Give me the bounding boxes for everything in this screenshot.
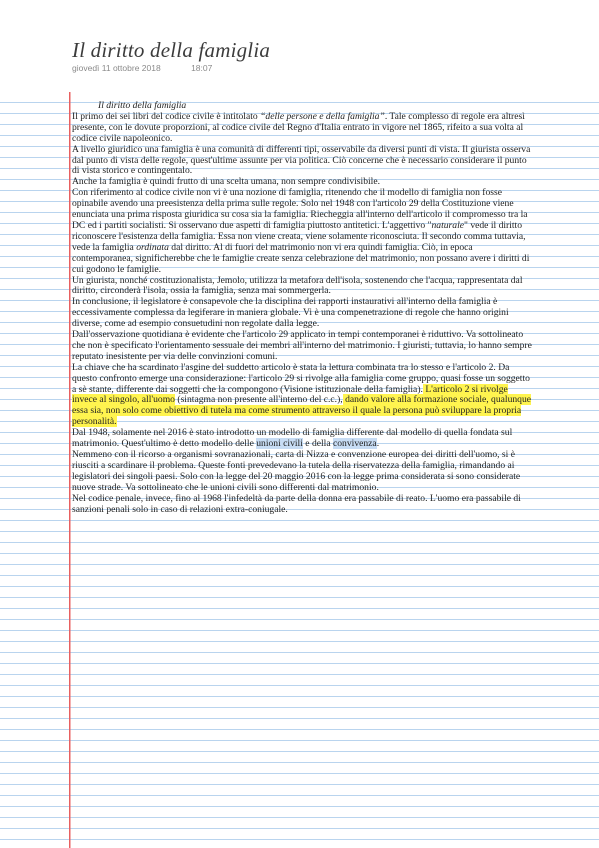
selected-convivenza: convivenza xyxy=(333,438,377,450)
paragraph-2: A livello giuridico una famiglia è una comunità di differenti tipi, osservabile da diversi punti di vista. Il giurista osserva dal punto di vista delle regole, quest'ultime assunte per via politica. Ciò concerne che è necessario considerare il punto di vista storico e contingentalo. xyxy=(72,143,531,177)
note-subtitle: Il diritto della famiglia xyxy=(98,100,187,111)
page-time: 18:07 xyxy=(191,63,213,73)
page-title[interactable]: Il diritto della famiglia xyxy=(72,38,271,62)
highlight-2: dando valore alla formazione sociale, qualunque essa sia, non solo come obiettivo di tutela ma come strumento attraverso il quale la persona può sviluppare la propria personalità. xyxy=(72,394,532,428)
page-meta xyxy=(72,63,212,73)
italic-quote: “delle persone e della famiglia” xyxy=(260,110,385,122)
paragraph-10: Nemmeno con il ricorso a organismi sovranazionali, carta di Nizza e convenzione europea dei diritti dell'uomo, si è riusciti a scardinare il problema. Queste fonti prevedevano la tutela della riservatezza della famiglia, rimandando ai legislatori dei singoli paesi. Solo con la legge del 20 maggio 2016 con la legge prima considerata si sono considerate nuove strade. Va sottolineato che le unioni civili sono differenti dal matrimonio. xyxy=(72,449,521,493)
paragraph-5: Un giurista, nonché costituzionalista, Jemolo, utilizza la metafora dell'isola, sostenendo che l'acqua, rappresentata dal diritto, circonderà l'isola, ossia la famiglia, senza mai sommergerla. xyxy=(72,274,523,297)
paragraph-7: Dall'osservazione quotidiana è evidente che l'articolo 29 applicato in tempi contemporanei è riduttivo. Va sottolineato che non è specificato l'orientamento sessuale dei membri all'interno del matrimonio. I giuristi, tuttavia, lo hanno sempre reputato inesistente per via delle convinzioni comuni. xyxy=(72,329,532,362)
highlight-1: L'articolo 2 si rivolge invece al singolo, all'uomo xyxy=(72,383,508,406)
note-content[interactable] xyxy=(72,101,532,515)
paragraph-3: Anche la famiglia è quindi frutto di una scelta umana, non sempre condivisibile. xyxy=(72,176,380,188)
page-date: giovedì 11 ottobre 2018 xyxy=(72,63,161,73)
italic-naturale: naturale xyxy=(431,219,465,231)
paragraph-9: Dal 1948, solamente nel 2016 è stato introdotto un modello di famiglia differente dal modello di quella fondata sul matrimonio. Quest'ultimo è detto modello delle unioni civili e della convivenza. xyxy=(72,427,513,450)
paragraph-1: Il primo dei sei libri del codice civile è intitolato “delle persone e della famiglia”. Tale complesso di regole era altresì presente, con le dovute proporzioni, al codice civile del Regno d'Italia entrato in vigore nel 1865, rifeito a sua volta al codice civile napoleonico. xyxy=(72,110,525,144)
paragraph-11: Nel codice penale, invece, fino al 1968 l'infedeltà da parte della donna era passabile di reato. L'uomo era passabile di sanzioni penali solo in caso di relazioni extra-coniugale. xyxy=(72,492,521,515)
paragraph-6: In conclusione, il legislatore è consapevole che la disciplina dei rapporti instaurativi all'interno della famiglia è eccessivamente complessa da legiferare in maniera globale. Vi è una compenetrazione di regole che hanno origini diverse, come ad esempio consuetudini non regolate dalla legge. xyxy=(72,296,509,330)
paragraph-8: La chiave che ha scardinato l'asgine del suddetto articolo è stata la lettura combinata tra lo stesso e l'articolo 2. Da questo confronto emerge una considerazione: l'articolo 29 si rivolge alla famiglia come gruppo, quasi fosse un soggetto a sè stante, differente dai soggetti che la compongono (Visione istituzionale della famiglia). L'articolo 2 si rivolge invece al singolo, all'uomo (sintagma non presente all'interno del c.c.), dando valore alla formazione sociale, qualunque essa sia, non solo come obiettivo di tutela ma come strumento attraverso il quale la persona può sviluppare la propria personalità. xyxy=(72,361,532,428)
italic-ordinata: ordinata xyxy=(136,241,169,253)
selected-unioni-civili: unioni civili xyxy=(256,438,303,450)
paragraph-4: Con riferimento al codice civile non vi è una nozione di famiglia, ritenendo che il modello di famiglia non fosse opinabile avendo una preesistenza della prima sulle regole. Solo nel 1948 con l'articolo 29 della Costituzione viene enunciata una prima risposta giuridica su cosa sia la famiglia. Riecheggia all'interno dell'articolo il compromesso tra la DC ed i partiti socialisti. Si osservano due aspetti di famiglia piuttosto antitetici. L'aggettivo "naturale" vede il diritto riconoscere l'esistenza della famiglia. Essa non viene creata, viene solamente riconosciuta. Il secondo comma tuttavia, vede la famiglia ordinata dal diritto. Al di fuori del matrimonio non vi era quindi famiglia. Ciò, in epoca contemporanea, significherebbe che le famiglie create senza celebrazione del matrimonio, non possano avere i diritti di cui godono le famiglie. xyxy=(72,187,530,275)
